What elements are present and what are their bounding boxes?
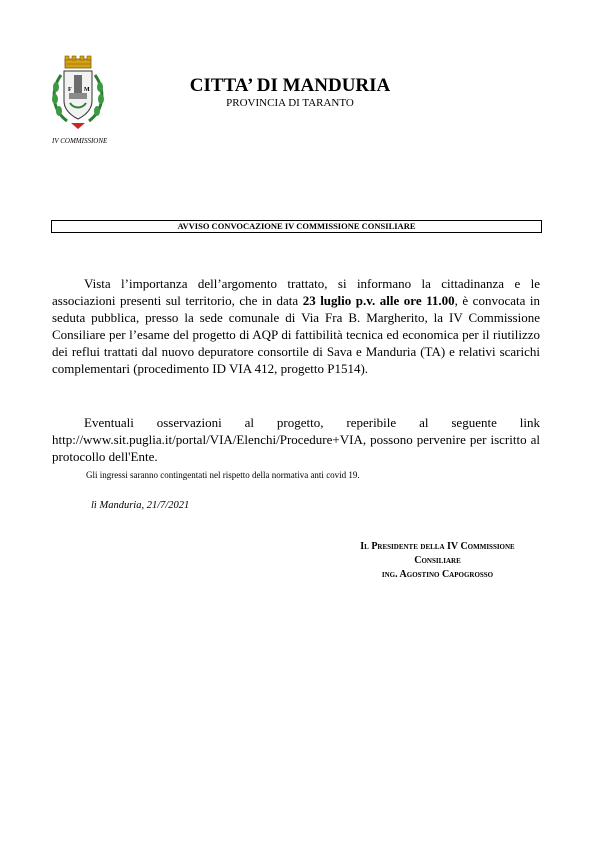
svg-text:M: M	[84, 87, 90, 93]
svg-text:F: F	[68, 87, 72, 93]
city-coat-of-arms-icon	[47, 55, 109, 131]
announcement-text-end: , è convocata in seduta pubblica, presso la sede comunale di Via Fra B. Margherito, la IV Commissione Consiliare per l’esame del progetto di AQP di fattibilità tecnica ed economica per il riutilizzo dei reflui trattati dal nuovo depuratore consortile di Sava e Manduria (TA) e relativi scarichi complementari (procedimento ID VIA 412, progetto P1514).	[52, 293, 540, 376]
announcement-paragraph	[52, 275, 540, 377]
signature-title-continued: Consiliare	[414, 555, 461, 566]
signature-name: ing. Agostino Capogrosso	[381, 569, 494, 580]
page-title: CITTA’ DI MANDURIA	[189, 75, 391, 96]
notice-title-box	[51, 220, 542, 233]
signature-title: Il Presidente della IV Commissione	[360, 541, 515, 552]
meeting-date-time: 23 luglio p.v. alle ore 11.00	[302, 293, 455, 308]
covid-note: Gli ingressi saranno contingentati nel rispetto della normativa anti covid 19.	[86, 470, 360, 480]
observations-paragraph: Eventuali osservazioni al progetto, reperibile al seguente link http://www.sit.puglia.it/portal/VIA/Elenchi/Procedure+VIA, possono pervenire per iscritto al protocollo dell'Ente.	[52, 415, 540, 464]
page-subtitle: PROVINCIA DI TARANTO	[226, 97, 354, 109]
commission-label: IV COMMISSIONE	[52, 137, 108, 145]
announcement-text-start: Vista l’importanza dell’argomento trattato, si informano la cittadinanza e le associazioni presenti sul territorio, che in data	[52, 276, 540, 308]
signature-block	[325, 540, 550, 582]
notice-title: AVVISO CONVOCAZIONE IV COMMISSIONE CONSILIARE	[177, 221, 416, 231]
place-date: lì Manduria, 21/7/2021	[91, 500, 190, 511]
